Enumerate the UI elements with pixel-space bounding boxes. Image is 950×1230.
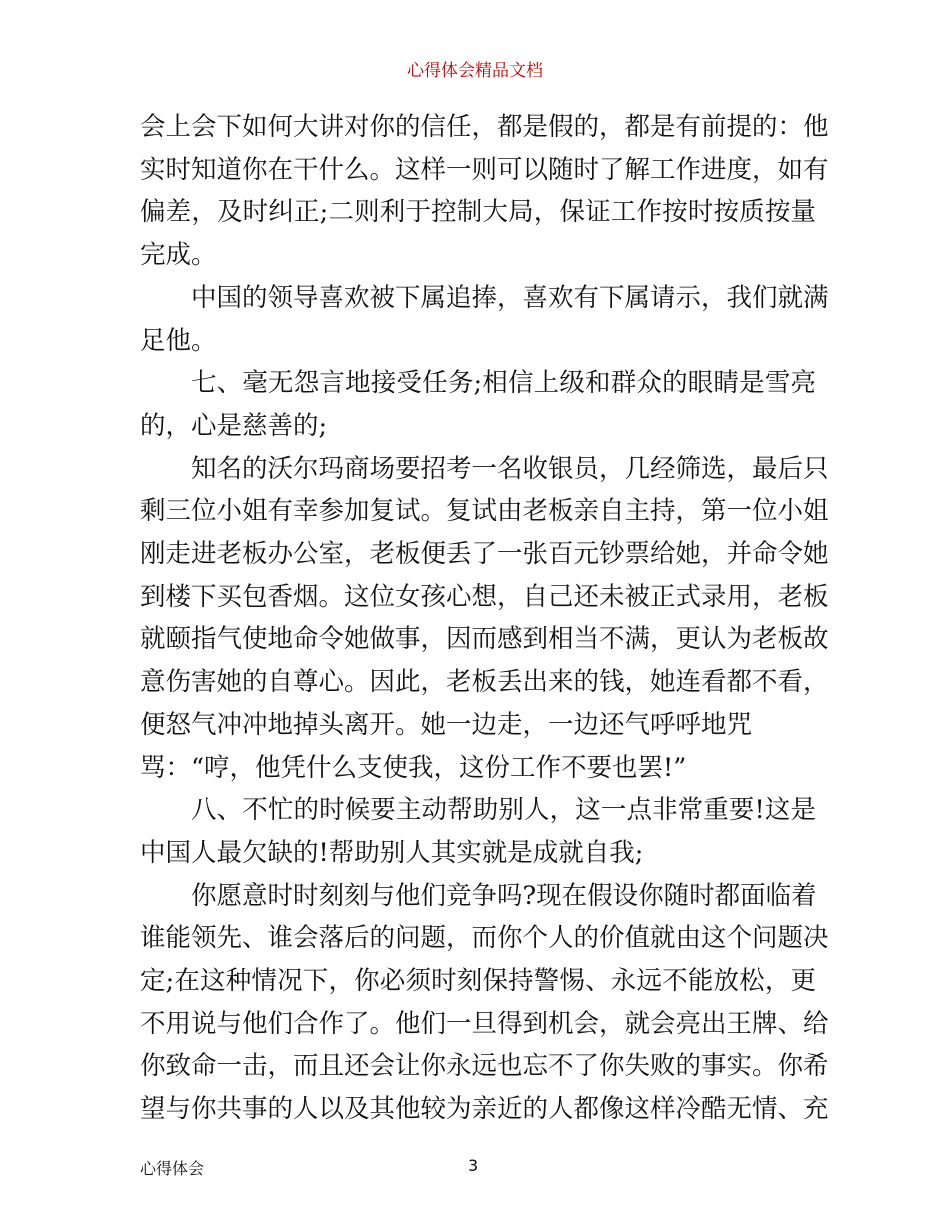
paragraph: [140, 362, 816, 447]
text-line: 就颐指气使地命令她做事，因而感到相当不满，更认为老板故: [140, 624, 829, 655]
paragraph: [140, 448, 829, 790]
text-line: 不用说与他们合作了。他们一旦得到机会，就会亮出王牌、给: [140, 1008, 829, 1039]
text-line: 便怒气冲冲地掉头离开。她一边走，一边还气呼呼地咒: [140, 709, 753, 740]
document-body: [140, 106, 829, 1131]
document-header-title: 心得体会精品文档: [407, 61, 543, 81]
text-line: 中国人最欠缺的!帮助别人其实就是成就自我;: [140, 837, 644, 868]
text-line: 的，心是慈善的;: [140, 410, 328, 441]
text-line: 中国的领导喜欢被下属追捧，喜欢有下属请示，我们就满: [191, 282, 829, 313]
text-line: 你愿意时时刻刻与他们竞争吗?现在假设你随时都面临着: [191, 880, 817, 911]
text-line: 剩三位小姐有幸参加复试。复试由老板亲自主持，第一位小姐: [140, 496, 829, 527]
text-line: 意伤害她的自尊心。因此，老板丢出来的钱，她连看都不看，: [140, 667, 829, 698]
text-line: 知名的沃尔玛商场要招考一名收银员，几经筛选，最后只: [191, 453, 829, 484]
text-line: 八、不忙的时候要主动帮助别人，这一点非常重要!这是: [191, 795, 816, 826]
text-line: 完成。: [140, 240, 217, 271]
text-line: 足他。: [140, 325, 217, 356]
text-line: 你致命一击，而且还会让你永远也忘不了你失败的事实。你希: [140, 1051, 829, 1082]
text-line: 会上会下如何大讲对你的信任，都是假的，都是有前提的：他: [140, 112, 829, 142]
text-line: 望与你共事的人以及其他较为亲近的人都像这样冷酷无情、充: [140, 1094, 829, 1125]
text-line: 到楼下买包香烟。这位女孩心想，自己还未被正式录用，老板: [140, 581, 829, 612]
page-number: 3: [468, 1156, 479, 1175]
text-line: 谁能领先、谁会落后的问题，而你个人的价值就由这个问题决: [140, 923, 829, 954]
footer-label: 心得体会: [140, 1159, 205, 1178]
text-line: 刚走进老板办公室，老板便丢了一张百元钞票给她，并命令她: [140, 539, 829, 570]
paragraph: [140, 789, 816, 874]
text-line: 七、毫无怨言地接受任务;相信上级和群众的眼睛是雪亮: [191, 368, 816, 399]
text-line: 骂：“哼，他凭什么支使我，这份工作不要也罢!”: [140, 752, 687, 783]
paragraph: [140, 277, 829, 362]
text-line: 偏差，及时纠正;二则利于控制大局，保证工作按时按质按量: [140, 197, 816, 228]
paragraph: [140, 106, 829, 277]
paragraph: [140, 875, 829, 1131]
text-line: 实时知道你在干什么。这样一则可以随时了解工作进度，如有: [140, 154, 829, 185]
text-line: 定;在这种情况下，你必须时刻保持警惕、永远不能放松，更: [140, 966, 816, 997]
